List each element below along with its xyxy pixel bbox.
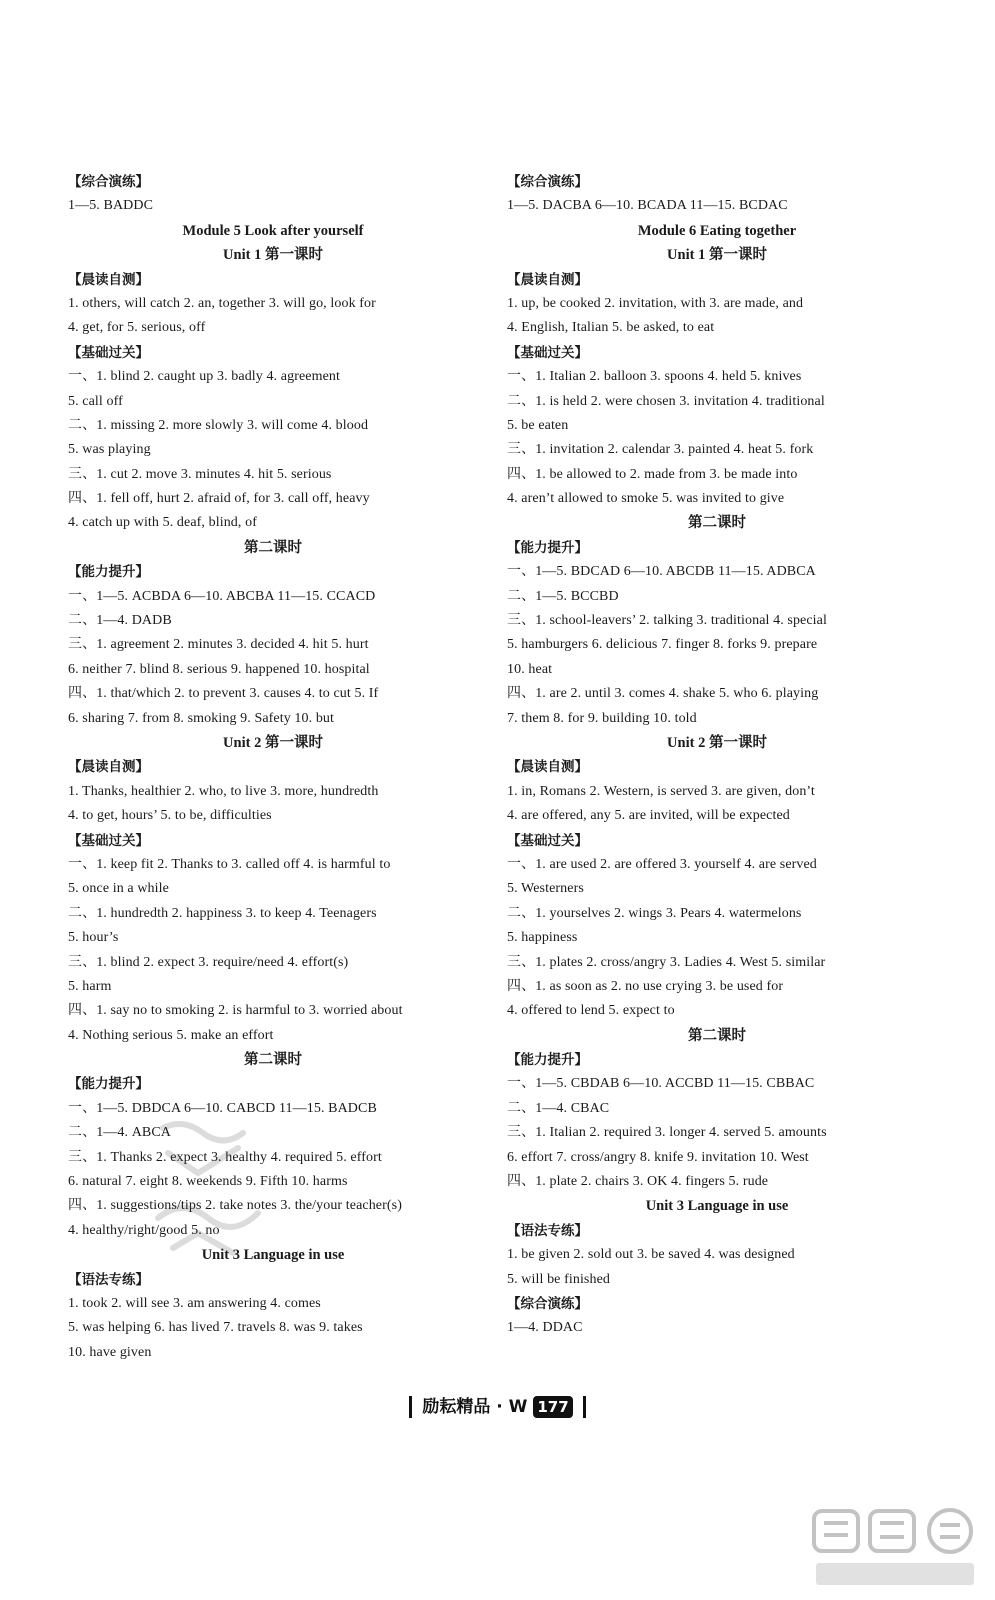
answer-line: 4. get, for 5. serious, off [68,320,206,336]
answer-line: 三、1. Italian 2. required 3. longer 4. served 5. amounts [507,1125,827,1141]
answer-line: 二、1—4. CBAC [507,1100,610,1116]
answer-line: 二、1. yourselves 2. wings 3. Pears 4. watermelons [507,905,802,921]
answer-line: 三、1. cut 2. move 3. minutes 4. hit 5. serious [68,466,332,482]
answer-line: 5. call off [68,393,123,409]
answer-line: 二、1. missing 2. more slowly 3. will come 4. blood [68,417,369,433]
answer-line: 四、1. as soon as 2. no use crying 3. be used for [507,978,784,994]
answer-line: 1. Thanks, healthier 2. who, to live 3. more, hundredth [68,783,379,799]
answer-line: 4. are offered, any 5. are invited, will be expected [507,808,790,824]
unit-heading: Module 5 Look after yourself [182,222,364,239]
answer-line: 一、1—5. CBDAB 6—10. ACCBD 11—15. CBBAC [507,1076,815,1092]
page-footer [0,1392,995,1418]
section-heading: 【综合演练】 [507,1295,588,1312]
answer-line: 4. to get, hours’ 5. to be, difficulties [68,808,272,824]
answer-line: 6. natural 7. eight 8. weekends 9. Fifth 10. harms [68,1174,348,1190]
answer-line: 四、1. fell off, hurt 2. afraid of, for 3. call off, heavy [68,491,370,507]
section-heading: 【综合演练】 [68,174,149,190]
section-heading: 【基础过关】 [507,832,588,849]
answer-line: 5. will be finished [507,1271,610,1287]
section-heading: 【能力提升】 [507,1052,588,1069]
answer-line: 1. in, Romans 2. Western, is served 3. are given, don’t [507,783,815,799]
answer-line: 5. happiness [507,930,578,946]
answer-line: 四、1. suggestions/tips 2. take notes 3. the/your teacher(s) [68,1198,402,1214]
section-heading: 【能力提升】 [68,564,149,581]
answer-line: 四、1. are 2. until 3. comes 4. shake 5. who 6. playing [507,686,819,702]
answer-line: 5. hamburgers 6. delicious 7. finger 8. forks 9. prepare [507,637,818,653]
answer-line: 6. sharing 7. from 8. smoking 9. Safety 10. but [68,710,335,726]
answer-line: 5. was playing [68,442,151,458]
answer-line: 二、1—4. ABCA [68,1125,171,1141]
section-heading: 【语法专练】 [68,1271,149,1288]
answer-line: 二、1. hundredth 2. happiness 3. to keep 4. Teenagers [68,905,377,921]
watermark-logo-icon [810,1505,980,1590]
answer-line: 6. neither 7. blind 8. serious 9. happened 10. hospital [68,661,370,677]
unit-heading: 第二课时 [688,1027,746,1044]
answer-line: 1—4. DDAC [507,1320,583,1336]
answer-line: 二、1—5. BCCBD [507,588,619,604]
section-heading: 【基础过关】 [68,832,149,849]
answer-line: 二、1. is held 2. were chosen 3. invitation 4. traditional [507,393,825,409]
answer-line: 四、1. be allowed to 2. made from 3. be made into [507,466,798,482]
answer-line: 5. be eaten [507,417,569,433]
answer-line: 1. be given 2. sold out 3. be saved 4. was designed [507,1247,795,1263]
section-heading: 【综合演练】 [507,174,588,190]
answer-line: 一、1. are used 2. are offered 3. yourself 4. are served [507,856,817,872]
footer-brand: 励耘精品 · W [422,1397,528,1417]
right-column [507,170,927,1341]
unit-heading: Module 6 Eating together [637,222,797,239]
unit-heading: Unit 1 第一课时 [667,247,767,264]
answer-line: 一、1. Italian 2. balloon 3. spoons 4. held 5. knives [507,369,802,385]
unit-heading: Unit 3 Language in use [645,1198,789,1215]
answer-line: 5. once in a while [68,881,169,897]
answer-line: 1—5. BADDC [68,198,154,214]
answer-line: 三、1. school-leavers’ 2. talking 3. traditional 4. special [507,613,827,629]
answer-line: 4. offered to lend 5. expect to [507,1003,675,1019]
section-heading: 【能力提升】 [68,1076,149,1093]
section-heading: 【晨读自测】 [68,271,149,288]
answer-line: 三、1. plates 2. cross/angry 3. Ladies 4. West 5. similar [507,954,826,970]
answer-line: 一、1. keep fit 2. Thanks to 3. called off 4. is harmful to [68,856,391,872]
answer-line: 4. English, Italian 5. be asked, to eat [507,320,715,336]
footer-bar-right [583,1396,586,1418]
answer-line: 一、1—5. BDCAD 6—10. ABCDB 11—15. ADBCA [507,564,816,580]
answer-line: 三、1. invitation 2. calendar 3. painted 4. heat 5. fork [507,442,814,458]
answer-line: 10. have given [68,1344,152,1360]
answer-line: 5. Westerners [507,881,584,897]
answer-line: 一、1—5. ACBDA 6—10. ABCBA 11—15. CCACD [68,588,376,604]
unit-heading: Unit 3 Language in use [201,1247,345,1264]
answer-line: 一、1—5. DBDCA 6—10. CABCD 11—15. BADCB [68,1100,377,1116]
answer-line: 二、1—4. DADB [68,613,172,629]
unit-heading: 第二课时 [244,1052,302,1069]
answer-line: 四、1. say no to smoking 2. is harmful to 3. worried about [68,1003,403,1019]
answer-line: 1. up, be cooked 2. invitation, with 3. are made, and [507,295,804,311]
section-heading: 【语法专练】 [507,1222,588,1239]
answer-line: 6. effort 7. cross/angry 8. knife 9. invitation 10. West [507,1149,809,1165]
answer-line: 四、1. that/which 2. to prevent 3. causes 4. to cut 5. If [68,686,379,702]
section-heading: 【晨读自测】 [507,759,588,776]
answer-line: 4. Nothing serious 5. make an effort [68,1027,274,1043]
section-heading: 【晨读自测】 [507,271,588,288]
section-heading: 【晨读自测】 [68,759,149,776]
unit-heading: Unit 2 第一课时 [667,734,767,751]
answer-line: 7. them 8. for 9. building 10. told [507,710,697,726]
section-heading: 【基础过关】 [68,344,149,361]
answer-line: 4. catch up with 5. deaf, blind, of [68,515,257,531]
page-number: 177 [533,1396,572,1418]
answer-line: 1. took 2. will see 3. am answering 4. comes [68,1295,321,1311]
answer-line: 四、1. plate 2. chairs 3. OK 4. fingers 5. rude [507,1174,769,1190]
answer-line: 4. aren’t allowed to smoke 5. was invited to give [507,491,785,507]
answer-line: 一、1. blind 2. caught up 3. badly 4. agreement [68,369,340,385]
unit-heading: 第二课时 [244,539,302,556]
left-column [68,170,478,1365]
answer-line: 1. others, will catch 2. an, together 3. will go, look for [68,295,376,311]
answer-line: 1—5. DACBA 6—10. BCADA 11—15. BCDAC [507,198,788,214]
answer-line: 5. was helping 6. has lived 7. travels 8. was 9. takes [68,1320,363,1336]
answer-line: 10. heat [507,661,553,677]
unit-heading: Unit 1 第一课时 [223,247,323,264]
unit-heading: Unit 2 第一课时 [223,734,323,751]
answer-line: 4. healthy/right/good 5. no [68,1222,220,1238]
unit-heading: 第二课时 [688,515,746,532]
answer-line: 三、1. Thanks 2. expect 3. healthy 4. required 5. effort [68,1149,382,1165]
section-heading: 【能力提升】 [507,539,588,556]
answer-line: 5. hour’s [68,930,119,946]
answer-line: 三、1. blind 2. expect 3. require/need 4. effort(s) [68,954,349,970]
section-heading: 【基础过关】 [507,344,588,361]
footer-bar-left [409,1396,412,1418]
answer-line: 5. harm [68,978,112,994]
answer-line: 三、1. agreement 2. minutes 3. decided 4. hit 5. hurt [68,637,369,653]
